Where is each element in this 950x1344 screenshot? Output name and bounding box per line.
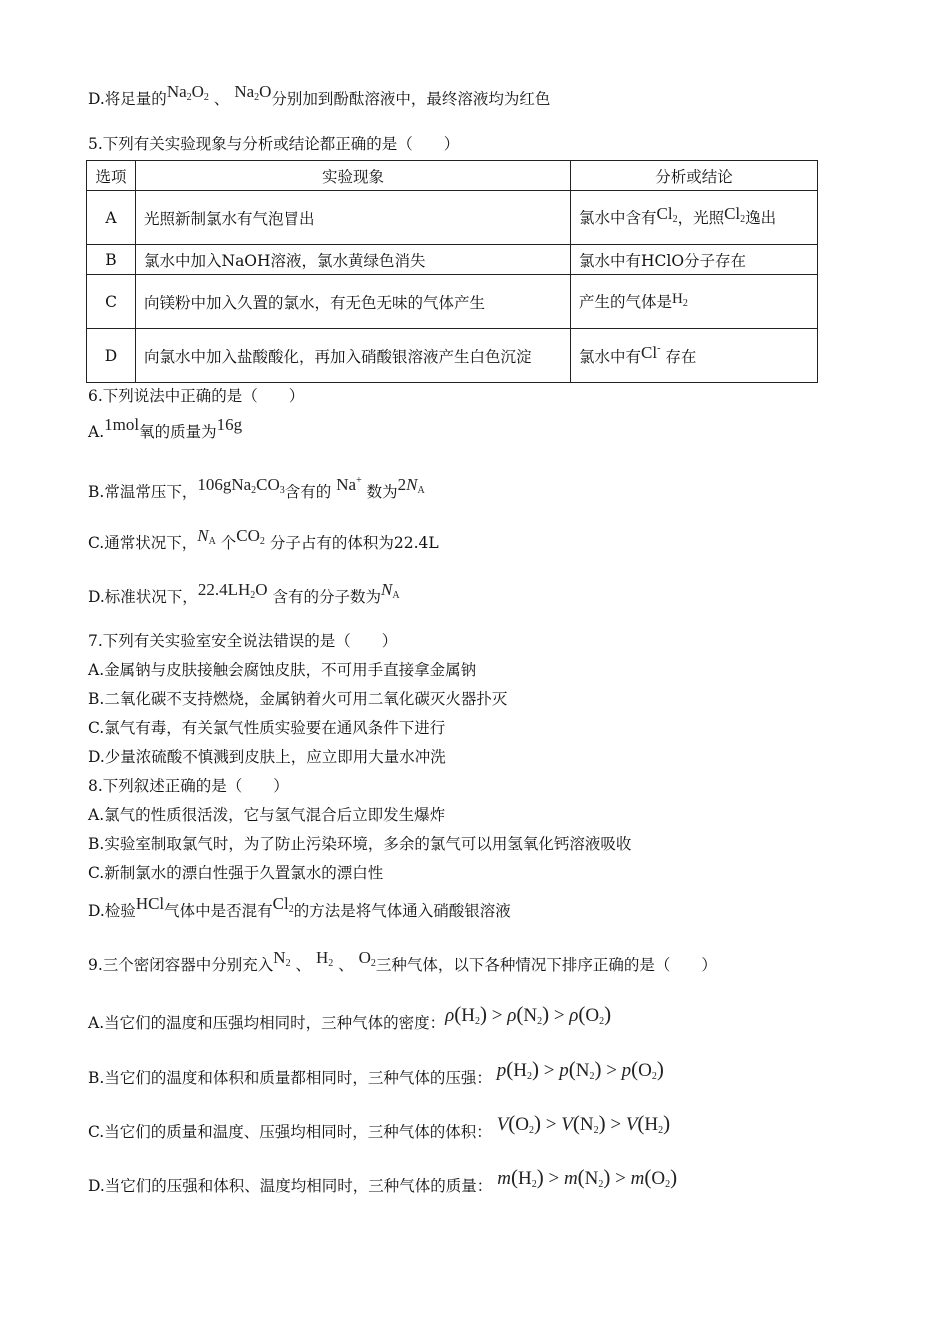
formula: 1mol	[104, 415, 140, 434]
gas-term: $V(N_2)$	[561, 1111, 606, 1136]
row-conclusion: 氯水中有Cl- 存在	[571, 329, 818, 383]
text: 分别加到酚酞溶液中，最终溶液均为红色	[271, 90, 551, 108]
row-option: A	[87, 191, 136, 245]
table-row	[87, 245, 818, 275]
greater-than: >	[539, 1060, 560, 1081]
ordering-expression	[497, 1165, 678, 1190]
greater-than: >	[543, 1168, 564, 1189]
header-phenomenon: 实验现象	[136, 161, 571, 191]
gas-term: $p(O_2)$	[621, 1057, 664, 1082]
q9-option-a: A.当它们的温度和压强均相同时，三种气体的密度：$\rho(H_2) > \rho(N_2) > \rho(O_2)$	[88, 1002, 612, 1032]
gas-term: $V(H_2)$	[625, 1111, 671, 1136]
q8-option-c: C.新制氯水的漂白性强于久置氯水的漂白性	[88, 864, 384, 882]
gas-term: $p(H_2)$	[496, 1057, 539, 1082]
row-phenomenon: 向氯水中加入盐酸酸化，再加入硝酸银溶液产生白色沉淀	[136, 329, 571, 383]
q7-option-a: A.金属钠与皮肤接触会腐蚀皮肤，不可用手直接拿金属钠	[88, 661, 477, 679]
row-phenomenon: 氯水中加入NaOH溶液，氯水黄绿色消失	[136, 245, 571, 275]
q8-option-a: A.氯气的性质很活泼，它与氢气混合后立即发生爆炸	[88, 806, 446, 824]
q6-stem: 6.下列说法中正确的是（ ）	[88, 387, 305, 405]
gas-term: $\rho(H_2)$	[445, 1002, 487, 1027]
q9-option-c: C.当它们的质量和温度、压强均相同时，三种气体的体积： $V(O_2) > V(N_2) > V(H_2)$	[88, 1111, 671, 1141]
gas-term: $p(N_2)$	[559, 1057, 602, 1082]
formula-na2o: $Na_2O$	[234, 82, 272, 103]
row-phenomenon: 向镁粉中加入久置的氯水，有无色无味的气体产生	[136, 275, 571, 329]
q9-option-b: B.当它们的温度和体积和质量都相同时，三种气体的压强： $p(H_2) > p(N_2) > p(O_2)$	[88, 1057, 664, 1087]
formula: 16g	[216, 415, 243, 434]
gas-term: $\rho(N_2)$	[507, 1002, 550, 1027]
header-conclusion: 分析或结论	[571, 161, 818, 191]
q5-stem: 5.下列有关实验现象与分析或结论都正确的是（ ）	[88, 135, 460, 153]
q8-stem: 8.下列叙述正确的是（ ）	[88, 777, 289, 795]
greater-than: >	[601, 1060, 622, 1081]
row-option: D	[87, 329, 136, 383]
header-option: 选项	[87, 161, 136, 191]
row-conclusion: 氯水中含有$Cl_2$，光照$Cl_2$逸出	[571, 191, 818, 245]
separator: 、	[213, 90, 230, 108]
q6-option-d: D.标准状况下，$22.4LH_2O$ 含有的分子数为$N_A$	[88, 580, 400, 606]
q6-option-b: B.常温常压下，$106gNa_2CO_3$含有的 Na+ 数为$2N_A$	[88, 475, 425, 501]
row-option: C	[87, 275, 136, 329]
table-row	[87, 329, 818, 383]
q7-option-b: B.二氧化碳不支持燃烧，金属钠着火可用二氧化碳灭火器扑灭	[88, 690, 508, 708]
q6-option-c: C.通常状况下，$N_A$ 个$CO_2$ 分子占有的体积为22.4L	[88, 526, 439, 552]
ordering-expression	[496, 1057, 664, 1082]
row-phenomenon: 光照新制氯水有气泡冒出	[136, 191, 571, 245]
table-row	[87, 275, 818, 329]
greater-than: >	[605, 1114, 626, 1135]
table-header-row	[87, 161, 818, 191]
greater-than: >	[486, 1005, 508, 1026]
greater-than: >	[541, 1114, 562, 1135]
q4-option-d	[88, 82, 551, 116]
row-option: B	[87, 245, 136, 275]
q8-option-d: D.检验HCl气体中是否混有$Cl_2$的方法是将气体通入硝酸银溶液	[88, 894, 511, 920]
gas-term: $m(N_2)$	[563, 1165, 611, 1190]
ordering-expression	[445, 1002, 612, 1027]
text: D.将足量的	[88, 90, 167, 108]
formula-na2o2: $Na_2O_2$	[166, 82, 209, 103]
q6-option-a: A.1mol氧的质量为16g	[88, 415, 243, 441]
gas-term: $m(H_2)$	[497, 1165, 544, 1190]
row-conclusion: 产生的气体是$H_2$	[571, 275, 818, 329]
q7-option-c: C.氯气有毒，有关氯气性质实验要在通风条件下进行	[88, 719, 446, 737]
q9-option-d: D.当它们的压强和体积、温度均相同时，三种气体的质量： $m(H_2) > m(N_2) > m(O_2)$	[88, 1165, 678, 1195]
table-row	[87, 191, 818, 245]
row-conclusion: 氯水中有HClO分子存在	[571, 245, 818, 275]
q5-table	[86, 160, 818, 383]
gas-term: $V(O_2)$	[496, 1111, 542, 1136]
q9-stem: 9.三个密闭容器中分别充入$N_2$ 、 $H_2$ 、 $O_2$三种气体，以下各种情况下排序正确的是（ ）	[88, 948, 717, 974]
greater-than: >	[610, 1168, 631, 1189]
q8-option-b: B.实验室制取氯气时，为了防止污染环境，多余的氯气可以用氢氧化钙溶液吸收	[88, 835, 632, 853]
q7-stem: 7.下列有关实验室安全说法错误的是（ ）	[88, 632, 398, 650]
ordering-expression	[496, 1111, 671, 1136]
gas-term: $\rho(O_2)$	[569, 1002, 612, 1027]
gas-term: $m(O_2)$	[630, 1165, 678, 1190]
greater-than: >	[549, 1005, 570, 1026]
q7-option-d: D.少量浓硫酸不慎溅到皮肤上，应立即用大量水冲洗	[88, 748, 446, 766]
